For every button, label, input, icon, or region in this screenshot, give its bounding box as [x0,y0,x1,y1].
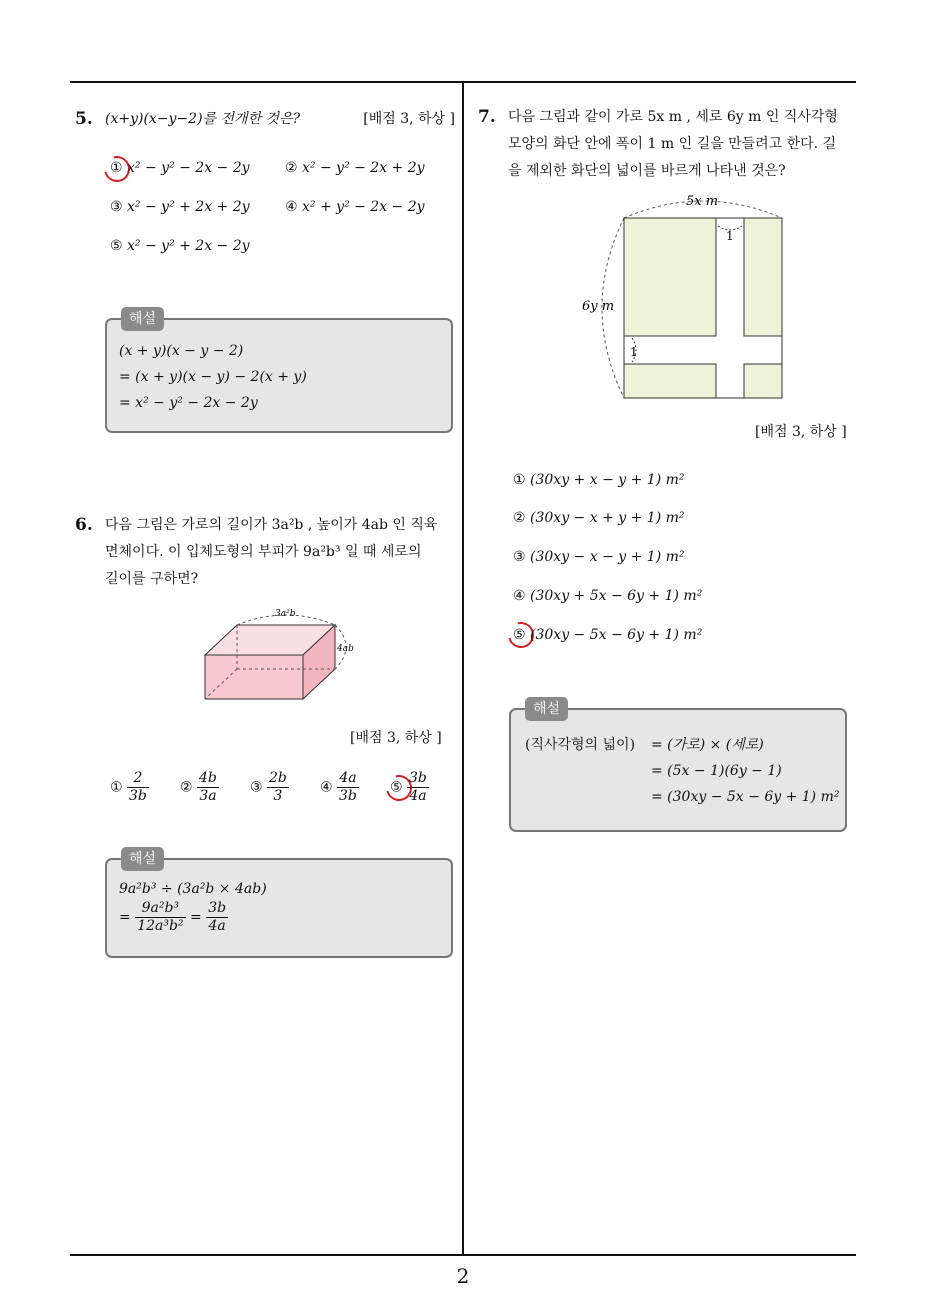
question-6 [75,512,455,593]
solution-box [509,701,847,832]
question-7 [478,104,858,185]
solution-box [105,311,453,433]
figure-label-top: 3a²b [275,609,296,619]
figure-label-side: 4ab [337,644,354,654]
option-5[interactable]: ⑤ (30xy − 5x − 6y + 1) m² [513,627,703,643]
question-number: 7. [478,107,496,127]
question-text-line: 을 제외한 화단의 넓이를 바르게 나타낸 것은? [508,163,786,179]
question-text-line: 길이를 구하면? [105,571,199,587]
road-label-vertical: 1 [726,229,734,243]
solution-line: = (5x − 1)(6y − 1) [651,763,782,779]
solution-line: = (x + y)(x − y) − 2(x + y) [119,369,307,385]
solution-lhs: (직사각형의 넓이) [525,737,636,753]
solution-box [105,851,453,958]
option-1[interactable]: ① (30xy + x − y + 1) m² [513,472,685,488]
solution-line: = (30xy − 5x − 6y + 1) m² [651,789,840,805]
question-number: 6. [75,515,93,535]
solution-tag: 해설 [525,697,568,721]
option-5[interactable]: ⑤ $\frac{3b}{4a}$ [390,770,427,804]
garden-figure [578,188,798,403]
score-label: [배점 3, 하상 ] [350,730,442,746]
question-text-line: 면체이다. 이 입체도형의 부피가 9a²b³ 일 때 세로의 [105,544,422,560]
option-3[interactable]: ③ x² − y² + 2x + 2y [110,199,250,215]
solution-line: (x + y)(x − y − 2) [119,343,244,359]
figure-label-top: 5x m [686,194,719,209]
option-2[interactable]: ② $\frac{4b}{3a}$ [180,770,217,804]
solution-tag: 해설 [121,307,164,331]
question-5 [75,106,455,133]
page-number: 2 [456,1264,470,1288]
column-divider [462,83,464,1255]
solution-body [525,732,845,810]
option-1[interactable]: ① $\frac{2}{3b}$ [110,770,147,804]
solution-tag: 해설 [121,847,164,871]
question-text-line: 모양의 화단 안에 폭이 1 m 인 길을 만들려고 한다. 길 [508,136,837,152]
option-4[interactable]: ④ $\frac{4a}{3b}$ [320,770,357,804]
question-text-line: 다음 그림은 가로의 길이가 3a²b , 높이가 4ab 인 직육 [105,517,438,533]
solution-line: = (가로) × (세로) [651,737,764,753]
option-2[interactable]: ② (30xy − x + y + 1) m² [513,510,685,526]
road-label-horizontal: 1 [630,345,638,359]
score-label: [배점 3, 하상 ] [363,111,455,127]
cuboid-figure [195,603,365,708]
score-label: [배점 3, 하상 ] [755,424,847,440]
solution-line: = $\frac{\text{9a²b³}}{\text{12a³b²}}$ = $\frac{3b}{4a}$ [119,900,227,934]
question-text-line: 다음 그림과 같이 가로 5x m , 세로 6y m 인 직사각형 [508,109,838,125]
option-4[interactable]: ④ (30xy + 5x − 6y + 1) m² [513,588,703,604]
solution-line: = x² − y² − 2x − 2y [119,395,258,411]
question-text: (x+y)(x−y−2)를 전개한 것은? [105,111,301,127]
option-4[interactable]: ④ x² + y² − 2x − 2y [285,199,425,215]
option-3[interactable]: ③ (30xy − x − y + 1) m² [513,549,685,565]
bottom-rule [70,1254,856,1256]
figure-label-side: 6y m [582,299,615,314]
option-3[interactable]: ③ $\frac{2b}{3}$ [250,770,287,804]
option-5[interactable]: ⑤ x² − y² + 2x − 2y [110,238,250,254]
option-2[interactable]: ② x² − y² − 2x + 2y [285,160,425,176]
solution-line: 9a²b³ ÷ (3a²b × 4ab) [119,881,267,897]
question-number: 5. [75,109,93,129]
option-1[interactable]: ① x² − y² − 2x − 2y [110,160,250,176]
